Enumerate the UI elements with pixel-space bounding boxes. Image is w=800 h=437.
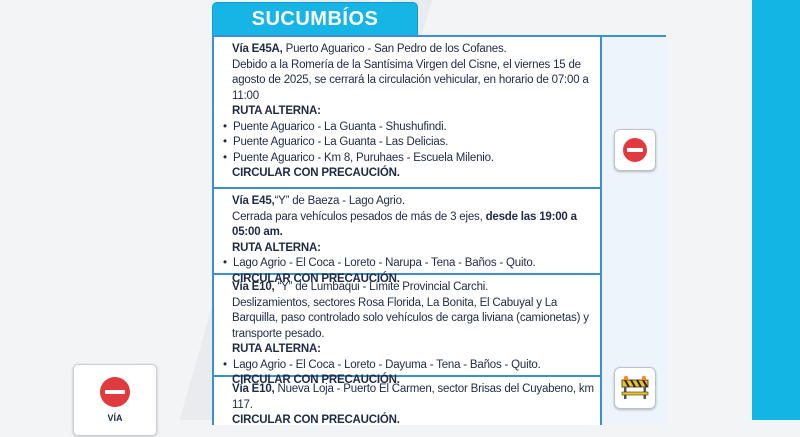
caution-note: CIRCULAR CON PRECAUCIÓN. [232, 167, 400, 179]
road-name: Vía E45, [232, 195, 275, 207]
road-name: Vía E10, [232, 281, 275, 293]
road-segment: Nueva Loja - Puerto El Carmen, sector Brisas del Cuyabeno, km 117. [232, 383, 594, 411]
road-segment: “Y” de Lumbaqui - Límite Provincial Carchi. [274, 281, 489, 293]
caution-note: CIRCULAR CON PRECAUCIÓN. [232, 272, 400, 285]
legend-label: VÍA [107, 413, 123, 423]
alternate-route-item: • Puente Aguarico - La Guanta - Las Delicias. [232, 135, 596, 151]
province-title: SUCUMBÍOS [212, 2, 418, 37]
road-closed-icon [100, 377, 130, 407]
alternate-route-heading: RUTA ALTERNA: [232, 105, 321, 117]
road-works-barrier-icon [614, 367, 656, 409]
alternate-route-item: • Lago Agrio - El Coca - Loreto - Narupa - Tena - Baños - Quito. [232, 256, 596, 272]
road-status-table [212, 35, 666, 425]
route-row [214, 189, 600, 285]
route-row [214, 275, 600, 386]
alternate-route-item: • Puente Aguarico - Km 8, Puruhaes - Escuela Milenio. [232, 151, 596, 167]
route-description: Debido a la Romería de la Santísima Virgen del Cisne, el viernes 15 de agosto de 2025, se cerrará la circulación vehicular, en horario de 07:00 a 11:00 [232, 58, 589, 102]
alternate-route-item: • Puente Aguarico - La Guanta - Shushufindi. [232, 120, 596, 136]
route-description: Deslizamientos, sectores Rosa Florida, La Bonita, El Cabuyal y La Barquilla, paso controlado solo vehículos de carga liviana (camionetas) y transporte pesado. [232, 296, 589, 340]
alternate-route-list [232, 120, 596, 167]
route-row [214, 37, 600, 189]
closure-hours: desde las 19:00 a 05:00 am. [232, 210, 577, 238]
caution-note: CIRCULAR CON PRECAUCIÓN. [232, 414, 400, 426]
barrier-graphic [620, 374, 650, 402]
caution-note: CIRCULAR CON PRECAUCIÓN. [232, 374, 400, 386]
road-name: Vía E45A, [232, 43, 283, 55]
right-accent-band [752, 0, 800, 420]
route-row [214, 377, 600, 437]
road-segment: Puerto Aguarico - San Pedro de los Cofanes. [282, 43, 507, 55]
route-description: Cerrada para vehículos pesados de más de 3 ejes, [232, 210, 486, 223]
alternate-route-item: • Lago Agrio - El Coca - Loreto - Dayuma - Tena - Baños - Quito. [232, 358, 596, 374]
alternate-route-heading: RUTA ALTERNA: [232, 343, 321, 355]
no-entry-sign [623, 138, 647, 162]
alternate-route-list [232, 256, 596, 272]
road-segment: “Y” de Baeza - Lago Agrio. [274, 195, 405, 207]
road-name: Vía E10, [232, 383, 275, 395]
alternate-route-heading: RUTA ALTERNA: [232, 241, 321, 254]
alternate-route-list [232, 358, 596, 374]
road-closed-icon [614, 129, 656, 171]
legend-card [73, 364, 157, 436]
